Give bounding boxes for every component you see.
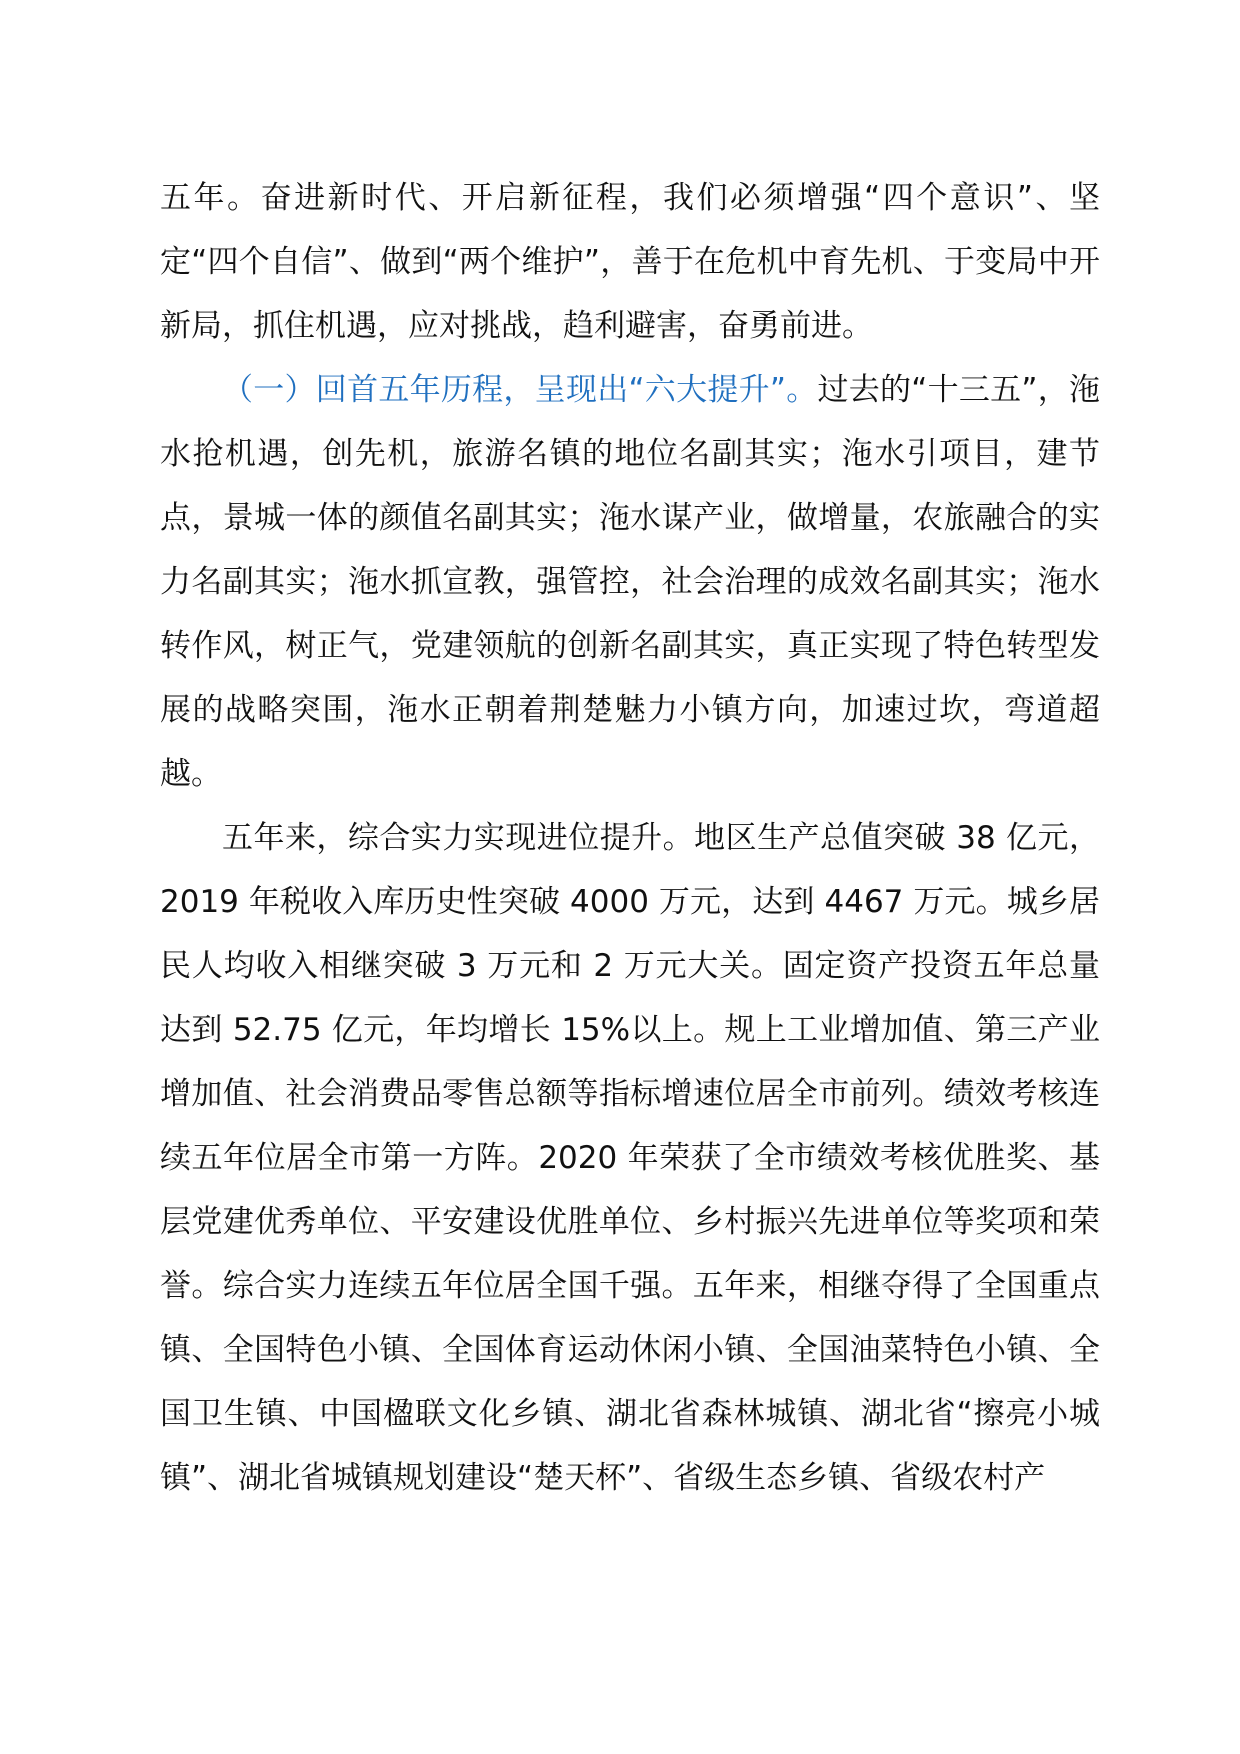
paragraph-3-text: 五年来，综合实力实现进位提升。地区生产总值突破 38 亿元，2019 年税收入库历史性突破 4000 万元，达到 4467 万元。城乡居民人均收入相继突破 3 万元和 2 万元大关。固定资产投资五年总量达到 52.75 亿元，年均增长 15%以上。规上工业增加值、第三产业增加值、社会消费品零售总额等指标增速位居全市前列。绩效考核连续五年位居全市第一方阵。2020 年荣获了全市绩效考核优胜奖、基层党建优秀单位、平安建设优胜单位、乡村振兴先进单位等奖项和荣誉。综合实力连续五年位居全国千强。五年来，相继夺得了全国重点镇、全国特色小镇、全国体育运动休闲小镇、全国油菜特色小镇、全国卫生镇、中国楹联文化乡镇、湖北省森林城镇、湖北省“擦亮小城镇”、湖北省城镇规划建设“楚天杯”、省级生态乡镇、省级农村产 <box>160 820 1100 1496</box>
paragraph-2 <box>160 358 1100 806</box>
paragraph-1-text: 五年。奋进新时代、开启新征程，我们必须增强“四个意识”、坚定“四个自信”、做到“两个维护”，善于在危机中育先机、于变局中开新局，抓住机遇，应对挑战，趋利避害，奋勇前进。 <box>160 180 1100 344</box>
paragraph-1 <box>160 166 1100 358</box>
section-heading: （一）回首五年历程，呈现出“六大提升”。 <box>222 372 818 408</box>
paragraph-2-text: 过去的“十三五”，沲水抢机遇，创先机，旅游名镇的地位名副其实；沲水引项目，建节点，景城一体的颜值名副其实；沲水谋产业，做增量，农旅融合的实力名副其实；沲水抓宣教，强管控，社会治理的成效名副其实；沲水转作风，树正气，党建领航的创新名副其实，真正实现了特色转型发展的战略突围，沲水正朝着荆楚魅力小镇方向，加速过坎，弯道超越。 <box>160 372 1100 792</box>
document-body <box>160 166 1100 1510</box>
paragraph-3 <box>160 806 1100 1510</box>
